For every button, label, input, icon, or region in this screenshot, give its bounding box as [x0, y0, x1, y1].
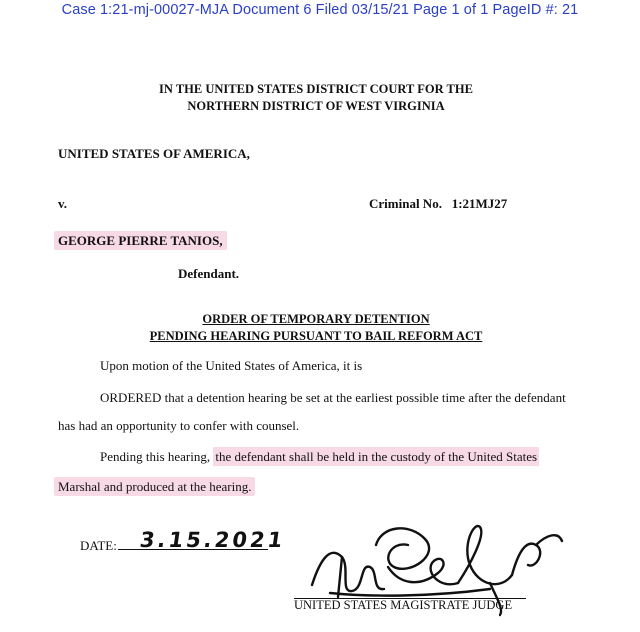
handwritten-date: 3.15.2021	[138, 528, 287, 552]
court-name-line-2: NORTHERN DISTRICT OF WEST VIRGINIA	[187, 99, 445, 113]
paragraph-pending-line-2	[58, 479, 255, 495]
date-underline	[118, 549, 268, 550]
court-name-line-1: IN THE UNITED STATES DISTRICT COURT FOR THE	[159, 82, 473, 96]
versus-label: v.	[58, 196, 68, 211]
order-title-line-1: ORDER OF TEMPORARY DETENTION	[202, 312, 430, 326]
criminal-number-value: 1:21MJ27	[451, 196, 508, 211]
paragraph-ordered-line-2: has had an opportunity to confer with counsel.	[58, 418, 300, 433]
defendant-name: GEORGE PIERRE TANIOS,	[54, 231, 227, 250]
criminal-number-label: Criminal No.	[369, 196, 442, 211]
criminal-number	[369, 196, 507, 212]
paragraph-ordered-line-1: ORDERED that a detention hearing be set at the earliest possible time after the defendant	[100, 390, 566, 405]
paragraph-pending-line-1	[100, 449, 539, 465]
custody-highlight-1: the defendant shall be held in the custody of the United States	[215, 449, 538, 464]
order-title-line-2: PENDING HEARING PURSUANT TO BAIL REFORM ACT	[149, 329, 483, 343]
defendant-label: Defendant.	[178, 266, 240, 281]
signer-title: UNITED STATES MAGISTRATE JUDGE	[294, 598, 513, 612]
custody-highlight-2: Marshal and produced at the hearing.	[54, 477, 255, 496]
defendant-name-highlight	[58, 233, 227, 249]
case-header-stamp: Case 1:21-mj-00027-MJA Document 6 Filed 03/15/21 Page 1 of 1 PageID #: 21	[61, 2, 579, 18]
plaintiff-name: UNITED STATES OF AMERICA,	[58, 146, 250, 161]
pending-lead: Pending this hearing,	[100, 449, 211, 464]
date-label: DATE:	[80, 538, 117, 553]
paragraph-motion: Upon motion of the United States of America, it is	[100, 358, 363, 373]
